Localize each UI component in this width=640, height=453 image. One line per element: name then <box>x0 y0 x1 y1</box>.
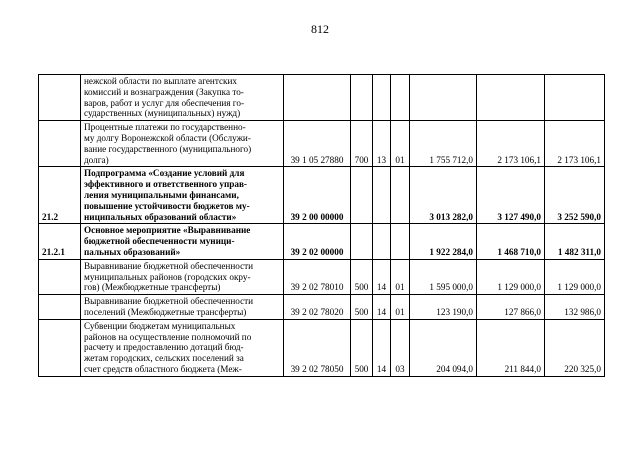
section-code <box>373 167 391 224</box>
section-code: 14 <box>373 319 391 376</box>
table-row <box>39 295 605 320</box>
description-line: Основное мероприятие «Выравнивание <box>84 225 251 236</box>
amount-year-1: 1 595 000,0 <box>410 259 477 294</box>
row-description <box>81 224 284 259</box>
amount-year-3: 1 482 311,0 <box>545 224 605 259</box>
row-description <box>81 319 284 376</box>
description-line: му долгу Воронежской области (Обслужи- <box>84 132 251 143</box>
description-line: счет средств областного бюджета (Меж- <box>84 363 242 374</box>
description-line: ниципальных образований области» <box>84 211 237 222</box>
amount-year-2: 2 173 106,1 <box>477 121 545 167</box>
subsection-code: 03 <box>391 319 410 376</box>
description-line: районов на осуществление полномочий по <box>84 331 252 342</box>
section-code <box>373 75 391 121</box>
subsection-code <box>391 75 410 121</box>
budget-code: 39 2 02 78020 <box>284 295 351 320</box>
row-description <box>81 75 284 121</box>
budget-code: 39 2 02 78050 <box>284 319 351 376</box>
section-code: 14 <box>373 259 391 294</box>
subsection-code <box>391 167 410 224</box>
amount-year-2 <box>477 75 545 121</box>
budget-code: 39 2 02 78010 <box>284 259 351 294</box>
row-number <box>39 319 81 376</box>
row-number: 21.2.1 <box>39 224 81 259</box>
amount-year-1: 1 922 284,0 <box>410 224 477 259</box>
amount-year-3: 220 325,0 <box>545 319 605 376</box>
description-line: расчету и предоставлению дотаций бюд- <box>84 342 244 353</box>
section-code: 14 <box>373 295 391 320</box>
description-line: вание государственного (муниципального) <box>84 143 252 154</box>
row-number <box>39 121 81 167</box>
description-line: бюджетной обеспеченности муници- <box>84 236 235 247</box>
expense-type: 500 <box>351 319 373 376</box>
page-number: 812 <box>311 22 329 36</box>
amount-year-2: 1 468 710,0 <box>477 224 545 259</box>
table-row <box>39 167 605 224</box>
description-line: Выравнивание бюджетной обеспеченности <box>84 260 254 271</box>
amount-year-3: 2 173 106,1 <box>545 121 605 167</box>
row-number <box>39 295 81 320</box>
subsection-code: 01 <box>391 121 410 167</box>
expense-type: 500 <box>351 259 373 294</box>
budget-code: 39 2 00 00000 <box>284 167 351 224</box>
description-line: муниципальных районов (городских окру- <box>84 271 251 282</box>
amount-year-2: 211 844,0 <box>477 319 545 376</box>
amount-year-2: 3 127 490,0 <box>477 167 545 224</box>
description-line: гов) (Межбюджетные трансферты) <box>84 282 221 293</box>
subsection-code: 01 <box>391 259 410 294</box>
budget-code: 39 1 05 27880 <box>284 121 351 167</box>
row-description <box>81 121 284 167</box>
amount-year-1: 3 013 282,0 <box>410 167 477 224</box>
amount-year-3: 132 986,0 <box>545 295 605 320</box>
description-line: эффективного и ответственного управ- <box>84 179 247 190</box>
description-line: нежской области по выплате агентских <box>84 76 238 86</box>
budget-table <box>38 74 605 377</box>
description-line: комиссий и вознаграждения (Закупка то- <box>84 86 244 97</box>
amount-year-1 <box>410 75 477 121</box>
expense-type <box>351 224 373 259</box>
description-line: повышение устойчивости бюджетов му- <box>84 200 250 211</box>
expense-type <box>351 75 373 121</box>
budget-code: 39 2 02 00000 <box>284 224 351 259</box>
amount-year-1: 123 190,0 <box>410 295 477 320</box>
section-code: 13 <box>373 121 391 167</box>
description-line: Субвенции бюджетам муниципальных <box>84 320 236 331</box>
section-code <box>373 224 391 259</box>
row-number <box>39 75 81 121</box>
row-description <box>81 259 284 294</box>
row-description <box>81 295 284 320</box>
subsection-code <box>391 224 410 259</box>
table-row <box>39 75 605 121</box>
description-line: долга) <box>84 154 109 165</box>
amount-year-3: 3 252 590,0 <box>545 167 605 224</box>
amount-year-3 <box>545 75 605 121</box>
description-line: Выравнивание бюджетной обеспеченности <box>84 296 254 307</box>
description-line: сударственных (муниципальных) нужд) <box>84 108 241 119</box>
expense-type: 700 <box>351 121 373 167</box>
expense-type: 500 <box>351 295 373 320</box>
description-line: поселений (Межбюджетные трансферты) <box>84 306 247 317</box>
row-number <box>39 259 81 294</box>
description-line: Подпрограмма «Создание условий для <box>84 168 245 179</box>
row-description <box>81 167 284 224</box>
table-row <box>39 259 605 294</box>
table-row <box>39 319 605 376</box>
table-row <box>39 121 605 167</box>
amount-year-2: 1 129 000,0 <box>477 259 545 294</box>
table-row <box>39 224 605 259</box>
description-line: варов, работ и услуг для обеспечения го- <box>84 97 244 108</box>
amount-year-1: 1 755 712,0 <box>410 121 477 167</box>
amount-year-3: 1 129 000,0 <box>545 259 605 294</box>
description-line: жетам городских, сельских поселений за <box>84 353 244 364</box>
amount-year-2: 127 866,0 <box>477 295 545 320</box>
description-line: пальных образований» <box>84 246 181 257</box>
description-line: ления муниципальными финансами, <box>84 189 239 200</box>
budget-code <box>284 75 351 121</box>
amount-year-1: 204 094,0 <box>410 319 477 376</box>
expense-type <box>351 167 373 224</box>
subsection-code: 01 <box>391 295 410 320</box>
description-line: Процентные платежи по государственно- <box>84 122 246 133</box>
row-number: 21.2 <box>39 167 81 224</box>
